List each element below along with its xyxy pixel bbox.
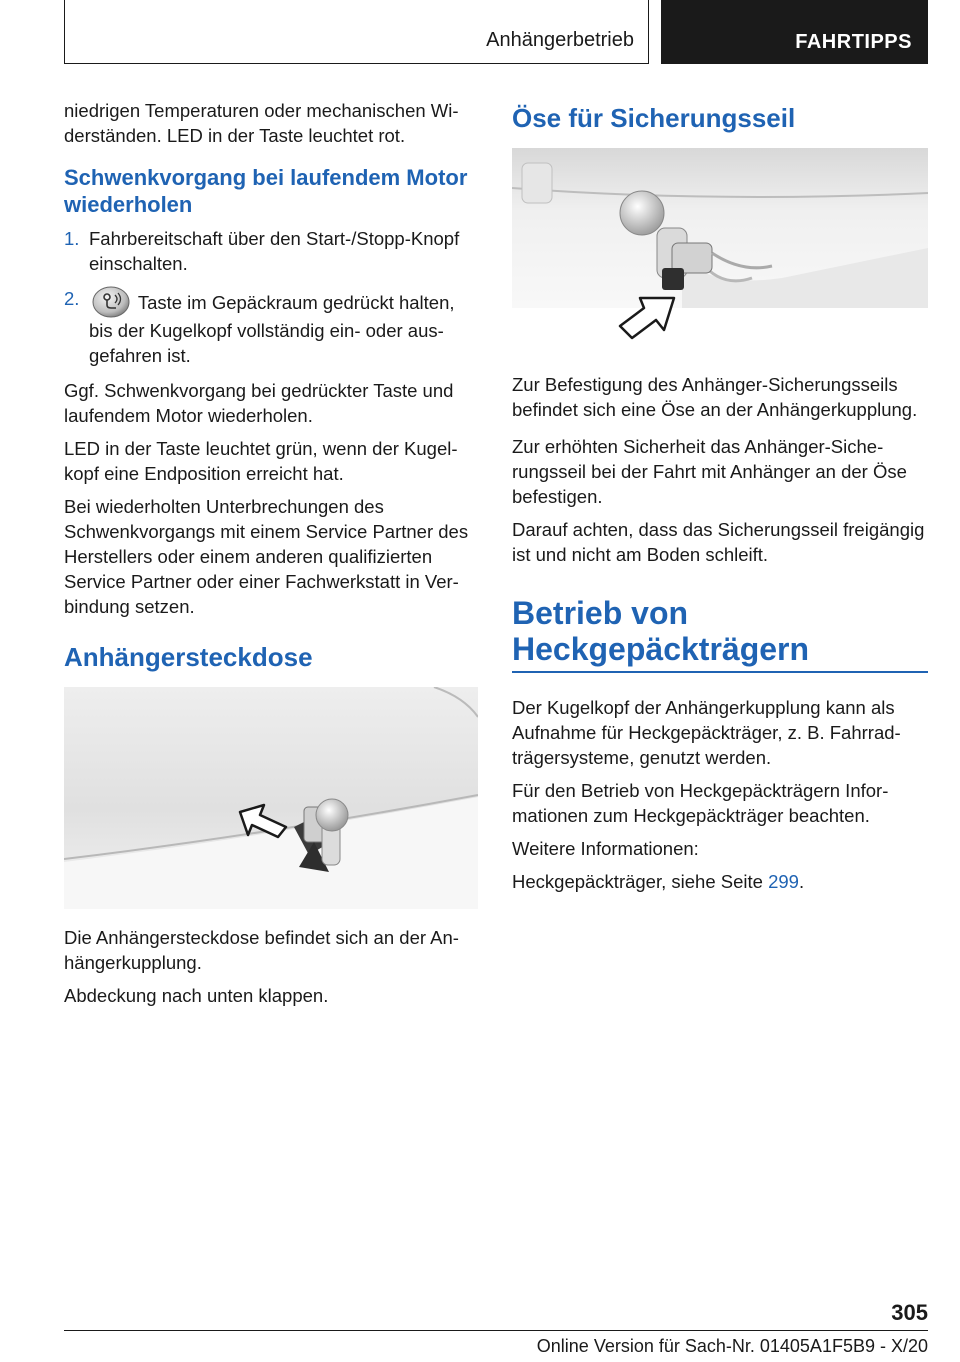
rack-paragraph-3: Weitere Informationen:: [512, 838, 699, 859]
step-text: [89, 286, 478, 368]
intro-paragraph: niedrigen Temperaturen oder mechanischen Widerständen. LED in der Taste leuchtet rot.: [64, 100, 459, 146]
chapter-tab: [661, 0, 928, 64]
eye-heading: Öse für Sicherungsseil: [512, 103, 796, 133]
eye-paragraph-3: Darauf achten, dass das Sicherungsseil freigängig ist und nicht am Boden schleift.: [512, 519, 925, 565]
left-column: [64, 98, 478, 1016]
socket-heading: Anhängersteckdose: [64, 642, 313, 672]
eye-illustration: [512, 148, 928, 348]
section-label: Anhängerbetrieb: [486, 29, 634, 51]
step-number: 2.: [64, 288, 80, 309]
rack-heading: Betrieb von Heckgepäckträgern: [512, 595, 928, 673]
step-2: [64, 286, 478, 368]
socket-paragraph-1: Die Anhängersteckdose befindet sich an der Anhängerkupplung.: [64, 927, 459, 973]
rack-reference: [512, 869, 928, 894]
step-text: Fahrbereitschaft über den Start-/Stopp-Knopf einschalten.: [89, 228, 460, 274]
paragraph-service: Bei wiederholten Unterbrechungen des Schwenkvorgangs mit einem Service Partner des Herstellers oder einem anderen qualifizierten Service Partner oder einer Fachwerkstatt in Verbindung setzen.: [64, 496, 469, 617]
repeat-heading: Schwenkvorgang bei laufendem Motor wiederholen: [64, 165, 468, 217]
rack-paragraph-2: Für den Betrieb von Heckgepäckträgern Informationen zum Heckgepäckträger beachten.: [512, 780, 889, 826]
chapter-label: FAHRTIPPS: [795, 31, 912, 53]
eye-paragraph-1: Zur Befestigung des Anhänger-Sicherungsseils befindet sich eine Öse an der Anhängerkupplung.: [512, 374, 918, 420]
rack-reference-text: Heckgepäckträger, siehe Seite: [512, 871, 769, 892]
step-text-after-icon: Taste im Gepäckraum gedrückt halten, bis der Kugelkopf vollständig ein- oder ausgefahren ist.: [89, 292, 455, 366]
eye-paragraph-2: Zur erhöhten Sicherheit das Anhänger-Sicherungsseil bei der Fahrt mit Anhänger an der Öse befestigen.: [512, 436, 907, 507]
page-number: 305: [891, 1300, 928, 1325]
section-tab: [64, 0, 649, 64]
socket-illustration: [64, 687, 478, 909]
eye-figure: [512, 148, 928, 348]
page-header: [64, 0, 928, 66]
step-number: 1.: [64, 228, 80, 249]
online-version-note: Online Version für Sach-Nr. 01405A1F5B9 - X/20: [536, 1336, 928, 1356]
socket-paragraph-2: Abdeckung nach unten klappen.: [64, 985, 329, 1006]
paragraph-repeat: Ggf. Schwenkvorgang bei gedrückter Taste und laufendem Motor wiederholen.: [64, 380, 454, 426]
socket-figure: [64, 687, 478, 909]
step-1: [64, 226, 478, 276]
paragraph-led-green: LED in der Taste leuchtet grün, wenn der Kugelkopf eine Endposition erreicht hat.: [64, 438, 458, 484]
rack-reference-end: .: [798, 871, 805, 892]
page-299-link[interactable]: 299: [768, 871, 799, 892]
rack-paragraph-1: Der Kugelkopf der Anhängerkupplung kann als Aufnahme für Heckgepäckträger, z. B. Fahrradträgersysteme, genutzt werden.: [512, 697, 901, 768]
trailer-hitch-button-icon: [91, 286, 131, 318]
footer-rule: [64, 1330, 928, 1331]
right-column: [512, 98, 928, 902]
